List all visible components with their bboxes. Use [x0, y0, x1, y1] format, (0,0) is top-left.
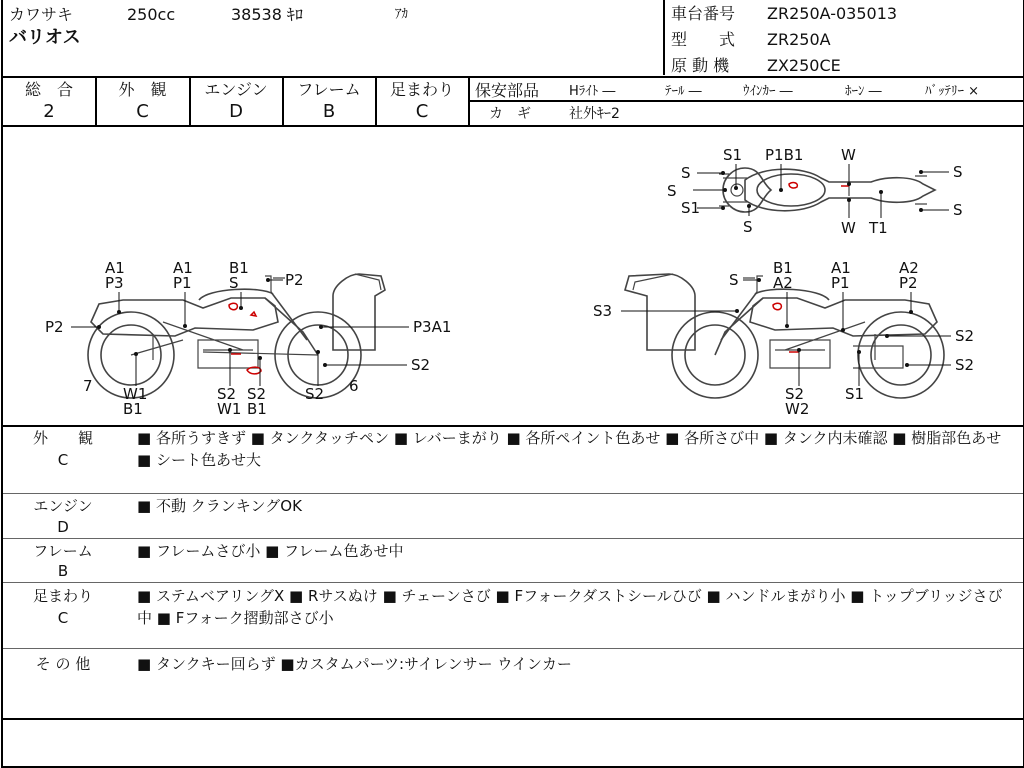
mark: P1 [173, 274, 192, 292]
mark: S [953, 201, 963, 219]
mark: A2 [773, 274, 793, 292]
bike-left-side [88, 274, 385, 398]
mark: P1 [831, 274, 850, 292]
safety-tail: ﾃｰﾙ ― [665, 84, 702, 99]
mark: S2 [411, 356, 431, 374]
mark: S [229, 274, 239, 292]
mark: S [729, 271, 739, 289]
mark: P2 [899, 274, 918, 292]
top-marks [667, 146, 963, 237]
remark-label: フレーム [33, 542, 93, 560]
frame-number: ZR250A-035013 [767, 4, 898, 23]
safety-headlight: Hﾗｲﾄ ― [569, 84, 616, 99]
remark-grade: D [57, 518, 69, 536]
grade-exterior-label: 外 観 [118, 80, 167, 99]
mark: 6 [349, 377, 359, 395]
mark: W2 [785, 400, 810, 418]
mark: A1 [831, 259, 851, 277]
mark: W [841, 146, 856, 164]
remark-label: そ の 他 [35, 655, 91, 673]
engine-value: ZX250CE [767, 56, 841, 75]
mark: S [681, 164, 691, 182]
grade-total-value: 2 [43, 101, 55, 122]
safety-horn: ﾎｰﾝ ― [845, 84, 882, 99]
mark: S [743, 218, 753, 236]
grade-frame-label: フレーム [297, 80, 361, 99]
mark: S2 [217, 385, 237, 403]
color: ｱｶ [395, 7, 408, 22]
key-value: 社外ｷｰ2 [569, 106, 620, 122]
mark: S3 [593, 302, 613, 320]
inspection-sheet [1, 0, 1024, 768]
mark: P3A1 [413, 318, 452, 336]
safety-label: 保安部品 [475, 81, 540, 100]
mark: B1 [229, 259, 249, 277]
mark: S1 [723, 146, 743, 164]
type-value: ZR250A [767, 30, 831, 49]
key-label: カ ギ [489, 106, 531, 122]
mark: A1 [173, 259, 193, 277]
mark: S2 [955, 327, 975, 345]
frame-label: 車台番号 [671, 4, 736, 23]
grade-engine-value: D [229, 101, 243, 122]
safety-winker: ｳｲﾝｶｰ ― [743, 84, 793, 99]
mark: 7 [83, 377, 93, 395]
mark: W1 [123, 385, 148, 403]
remark-label: エンジン [33, 497, 93, 515]
mark: B1 [123, 400, 143, 418]
mark: B1 [247, 400, 267, 418]
mark: A2 [899, 259, 919, 277]
remark-grade: C [57, 451, 69, 469]
remark-text: ■ タンクキー回らず ■カスタムパーツ:サイレンサー ウインカー [137, 655, 572, 673]
mark: W [841, 219, 856, 237]
mark: B1 [773, 259, 793, 277]
mark: P1B1 [765, 146, 804, 164]
mark: P2 [45, 318, 64, 336]
remark-text: ■ ステムベアリングX ■ Rサスぬけ ■ チェーンさび ■ Fフォークダストシールひび ■ ハンドルまがり小 ■ トップブリッジさび中 ■ Fフォーク摺動部さび小 [137, 587, 1003, 627]
mark: S1 [681, 199, 701, 217]
grade-exterior-value: C [136, 101, 149, 122]
remark-grade: B [57, 562, 69, 580]
remark-grade: C [57, 609, 69, 627]
remark-label: 外 観 [32, 429, 93, 447]
mileage: 38538 ｷﾛ [231, 5, 303, 24]
type-label: 型 式 [671, 30, 736, 49]
mark: S [953, 163, 963, 181]
grade-frame-value: B [322, 101, 336, 122]
damage-diagram [3, 127, 1023, 425]
grade-total-label: 総 合 [24, 80, 73, 99]
header-divider [663, 0, 665, 75]
mark: A1 [105, 259, 125, 277]
mark: S [667, 182, 677, 200]
mark: W1 [217, 400, 242, 418]
grade-suspension-label: 足まわり [389, 80, 454, 99]
remark-text: ■ フレームさび小 ■ フレーム色あせ中 [137, 542, 404, 560]
mark: P2 [285, 271, 304, 289]
mark: P3 [105, 274, 124, 292]
mark: S2 [247, 385, 267, 403]
mark: S2 [955, 356, 975, 374]
remark-label: 足まわり [32, 587, 93, 605]
mark: T1 [869, 219, 888, 237]
displacement: 250cc [127, 5, 176, 24]
remark-text: ■ 各所うすきず ■ タンクタッチペン ■ レバーまがり ■ 各所ペイント色あせ ■ 各所さび中 ■ タンク内未確認 ■ 樹脂部色あせ ■ シート色あせ大 [137, 429, 1002, 469]
grade-engine-label: エンジン [204, 80, 268, 99]
model-name: バリオス [9, 27, 81, 48]
safety-battery: ﾊﾞｯﾃﾘｰ × [925, 84, 980, 99]
maker: カワサキ [9, 5, 74, 24]
mark: S1 [845, 385, 865, 403]
remark-text: ■ 不動 クランキングOK [137, 497, 302, 515]
mark: S2 [305, 385, 325, 403]
grade-suspension-value: C [415, 101, 429, 122]
mark: S2 [785, 385, 805, 403]
bike-top-view [719, 168, 935, 212]
engine-label: 原 動 機 [671, 56, 730, 75]
